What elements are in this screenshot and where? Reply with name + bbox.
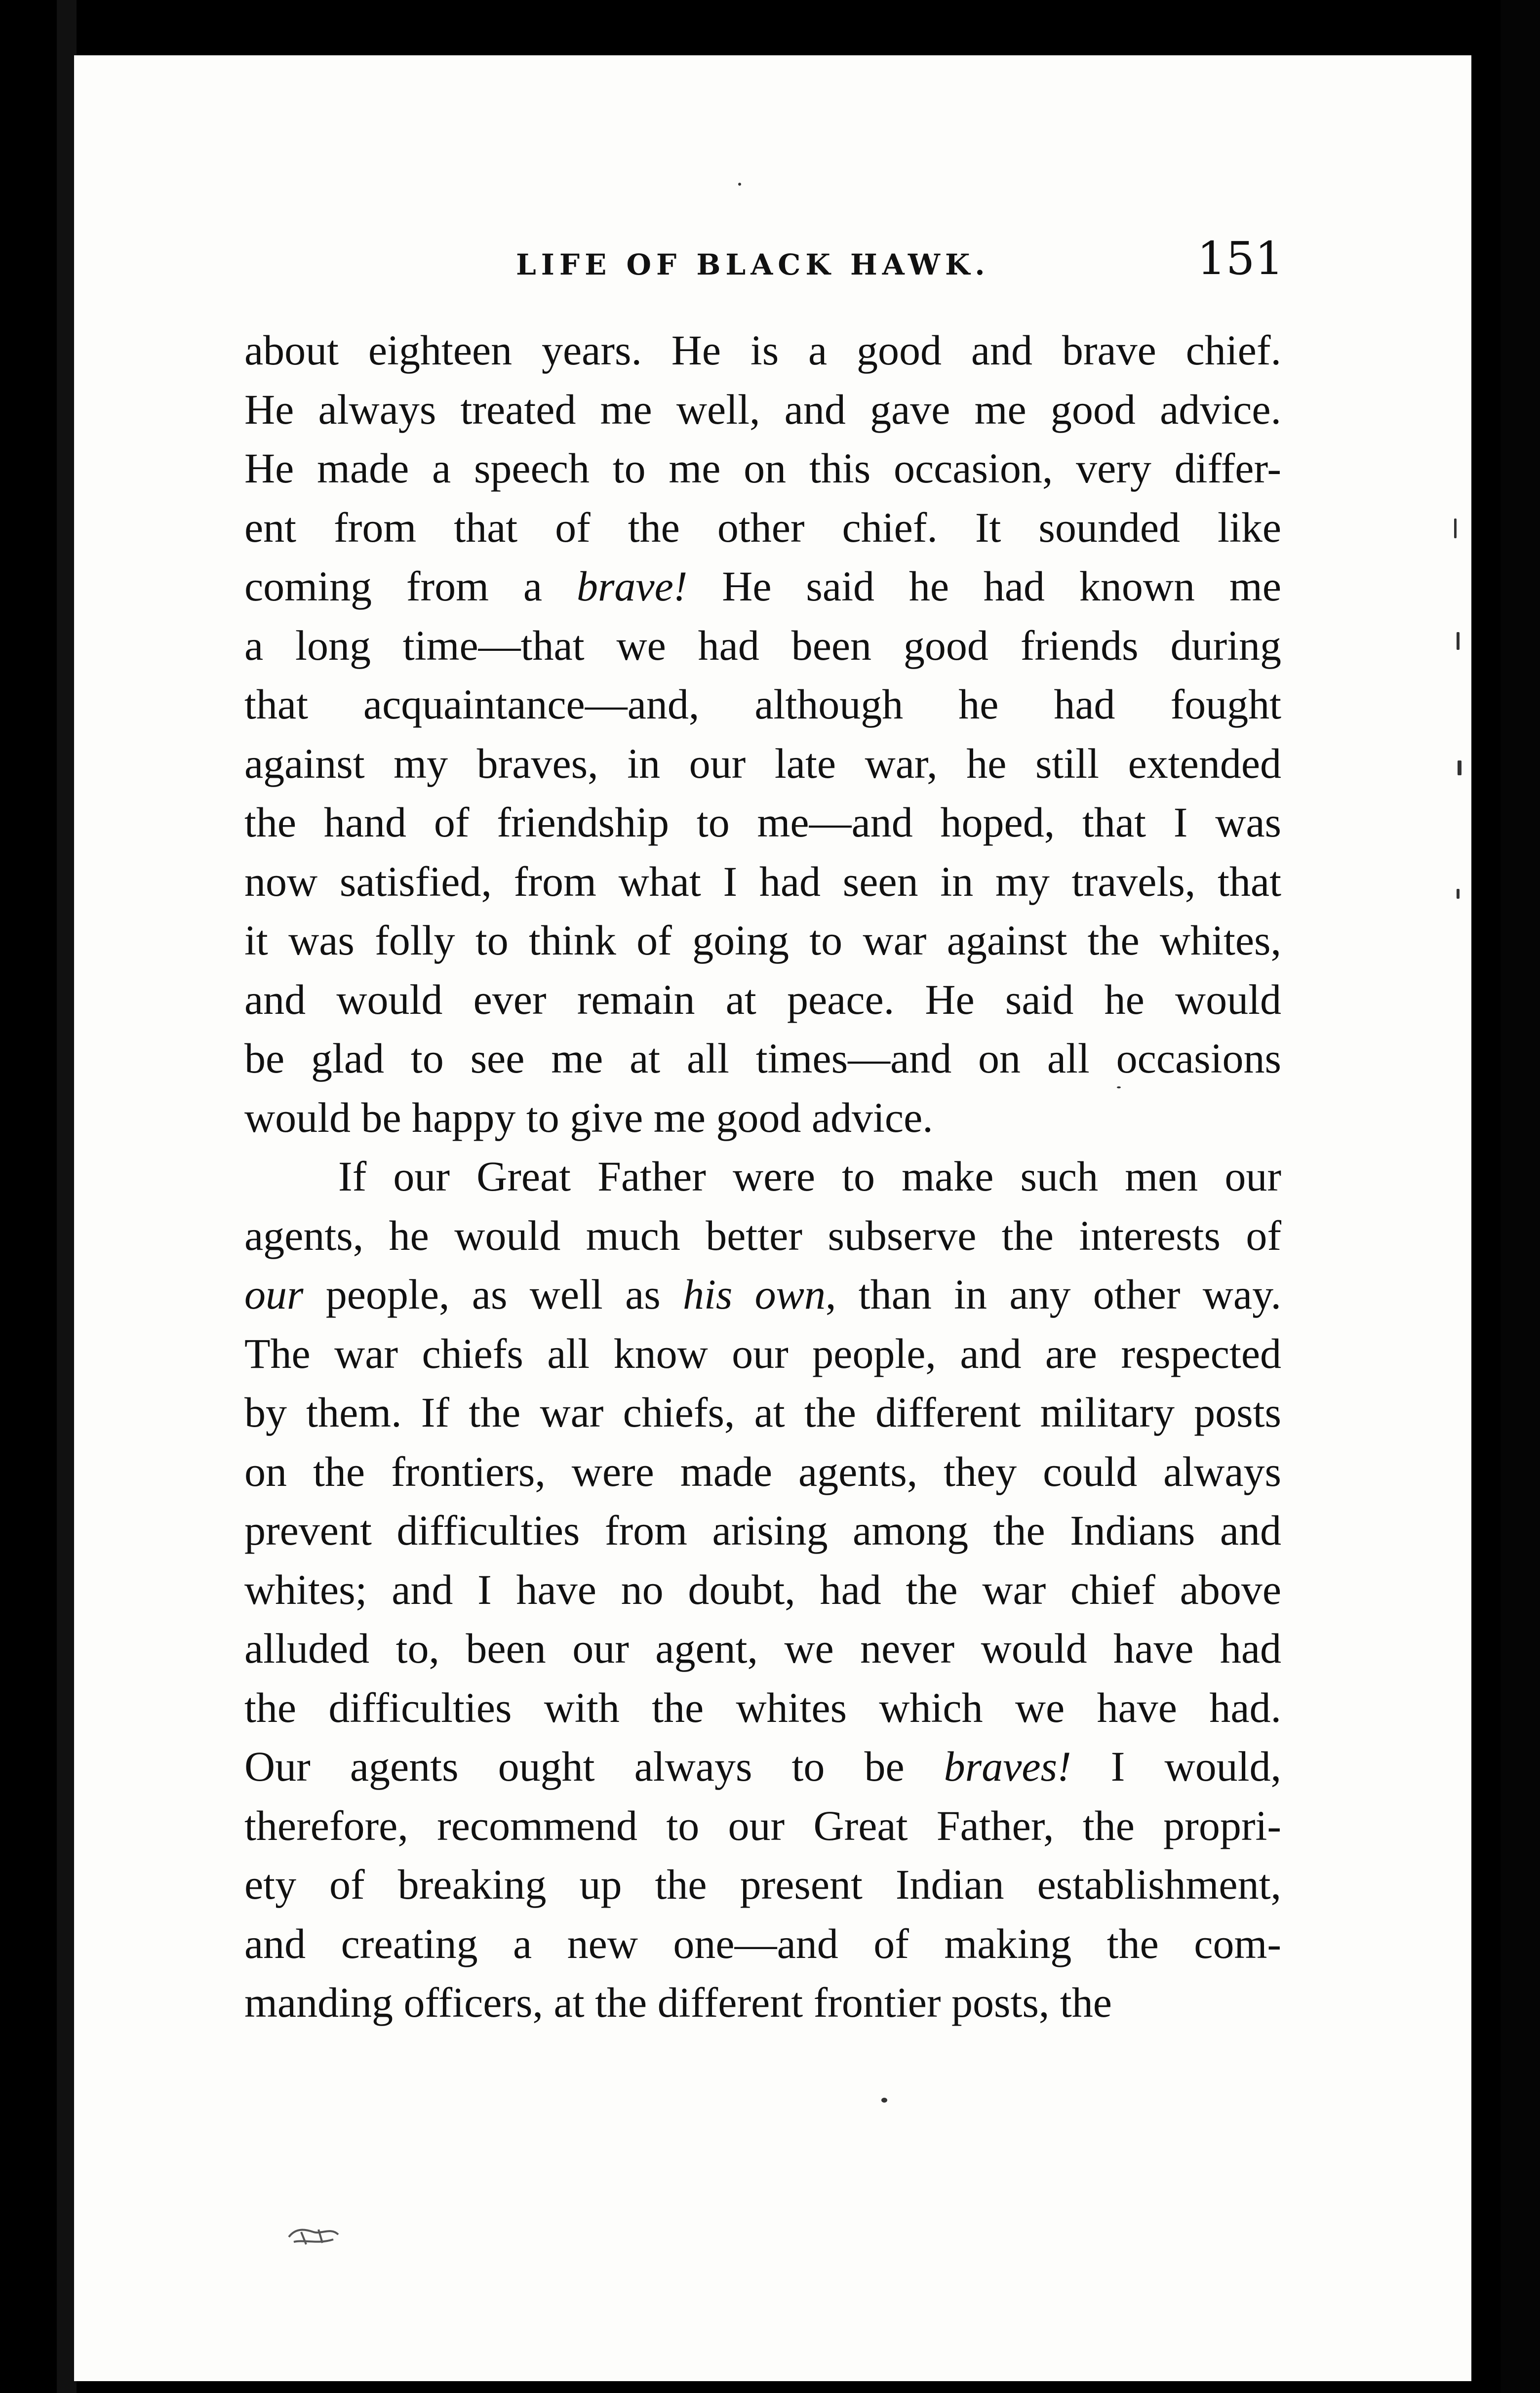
text-line <box>244 1147 1281 1206</box>
text-run: it was folly to think of going to war against the whites, <box>244 917 1281 964</box>
text-line <box>244 1324 1281 1384</box>
text-line <box>244 734 1281 794</box>
text-line <box>244 1206 1281 1266</box>
italic-text-run: brave! <box>576 562 688 610</box>
text-run: alluded to, been our agent, we never would have had <box>244 1625 1281 1672</box>
text-run: by them. If the war chiefs, at the different military posts <box>244 1389 1281 1436</box>
text-run: manding officers, at the different frontier posts, the <box>244 1979 1112 2026</box>
text-line <box>244 439 1281 498</box>
paragraph <box>244 321 1281 1147</box>
text-run: Our agents ought always to be <box>244 1743 944 1790</box>
text-line <box>244 1088 1281 1148</box>
body-text <box>244 321 1281 2033</box>
paper-speck <box>1454 518 1457 538</box>
text-run: He made a speech to me on this occasion, very differ- <box>244 444 1281 492</box>
paper-speck <box>881 2098 887 2103</box>
text-run: He said he had known me <box>687 562 1281 610</box>
text-line <box>244 1973 1281 2033</box>
text-line <box>244 1383 1281 1442</box>
text-run: therefore, recommend to our Great Father, the propri- <box>244 1801 1281 1849</box>
text-line <box>244 1914 1281 1974</box>
italic-text-run: his own <box>683 1271 826 1318</box>
text-line <box>244 1678 1281 1738</box>
page-edge-shadow <box>1501 0 1540 2393</box>
text-line <box>244 1796 1281 1856</box>
text-run: ent from that of the other chief. It sounded like <box>244 503 1281 551</box>
running-title: LIFE OF BLACK HAWK. <box>516 248 990 281</box>
text-run: I would, <box>1071 1743 1282 1790</box>
text-line <box>244 1560 1281 1620</box>
paper-speck <box>1457 632 1460 650</box>
text-line <box>244 1029 1281 1088</box>
text-line <box>244 1501 1281 1560</box>
page-number: 151 <box>1197 232 1284 285</box>
text-run: on the frontiers, were made agents, they could always <box>244 1447 1281 1495</box>
text-run: The war chiefs all know our people, and are respected <box>244 1329 1281 1377</box>
book-spine-shadow <box>57 0 77 2393</box>
text-line <box>244 1265 1281 1324</box>
text-line <box>244 1737 1281 1796</box>
text-line <box>244 675 1281 734</box>
text-line <box>244 380 1281 439</box>
library-stamp-mark <box>284 2217 343 2252</box>
running-header <box>516 232 1284 291</box>
text-run: and creating a new one—and of making the com- <box>244 1919 1281 1967</box>
text-run: a long time—that we had been good friends during <box>244 621 1281 669</box>
text-run: about eighteen years. He is a good and brave chief. <box>244 326 1281 374</box>
text-run: If our Great Father were to make such men our <box>338 1153 1281 1200</box>
text-line <box>244 793 1281 852</box>
text-run: be glad to see me at all times—and on all occasions <box>244 1035 1281 1082</box>
text-run: would be happy to give me good advice. <box>244 1093 933 1141</box>
text-run: people, as well as <box>303 1271 683 1318</box>
text-line <box>244 911 1281 970</box>
paper-speck <box>1458 760 1461 775</box>
text-line <box>244 557 1281 616</box>
text-run: coming from a <box>244 562 577 610</box>
text-run: He always treated me well, and gave me good advice. <box>244 385 1281 433</box>
text-run: the hand of friendship to me—and hoped, that I was <box>244 798 1281 846</box>
text-line <box>244 970 1281 1030</box>
paragraph <box>244 1147 1281 2033</box>
text-run: the difficulties with the whites which we have had. <box>244 1683 1281 1731</box>
text-run: now satisfied, from what I had seen in my travels, that <box>244 857 1281 905</box>
text-run: that acquaintance—and, although he had fought <box>244 680 1281 728</box>
text-line <box>244 1442 1281 1502</box>
text-run: against my braves, in our late war, he still extended <box>244 739 1281 787</box>
italic-text-run: our <box>244 1271 304 1318</box>
italic-text-run: braves! <box>944 1743 1071 1790</box>
text-run: , than in any other way. <box>826 1271 1281 1318</box>
text-run: agents, he would much better subserve the interests of <box>244 1211 1281 1259</box>
text-run: ety of breaking up the present Indian establishment, <box>244 1861 1281 1908</box>
text-line <box>244 498 1281 558</box>
paper-speck <box>738 183 741 186</box>
text-line <box>244 616 1281 676</box>
text-line <box>244 1619 1281 1678</box>
text-line <box>244 321 1281 380</box>
text-run: and would ever remain at peace. He said he would <box>244 975 1281 1023</box>
text-line <box>244 1855 1281 1914</box>
text-run: whites; and I have no doubt, had the war chief above <box>244 1565 1281 1613</box>
paper-speck <box>1457 889 1460 899</box>
text-run: prevent difficulties from arising among the Indians and <box>244 1507 1281 1554</box>
text-line <box>244 852 1281 912</box>
paper-speck <box>1117 1086 1121 1088</box>
